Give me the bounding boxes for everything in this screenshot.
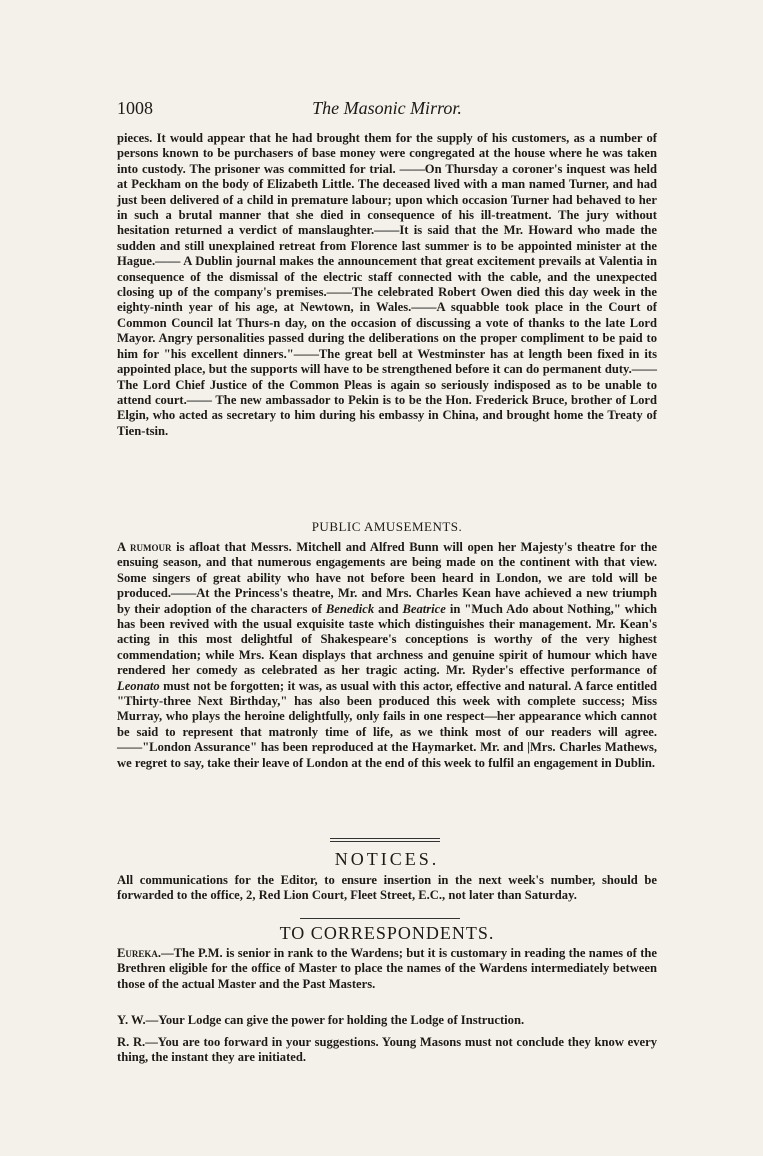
running-title: The Masonic Mirror. xyxy=(312,98,462,118)
section-divider xyxy=(330,838,440,842)
correspondent-reply: —You are too forward in your suggestions. Young Masons must not conclude they know every thing, the instant they are initiated. xyxy=(117,1035,657,1065)
news-paragraph: pieces. It would appear that he had brought them for the supply of his customers, as a number of persons known to be purchasers of base money were congregated at the house where he was taken into custody. The prisoner was committed for trial. ——On Thursday a coroner's inquest was held at Peckham on the body of Elizabeth Little. The deceased lived with a man named Turner, and had just been delivered of a child in premature labour; upon which occasion Turner had behaved to her in such a brutal manner that she died in consequence of his ill-treatment. The jury without hesitation returned a verdict of manslaughter.——It is said that the Mr. Howard who made the sudden and still unexplained retreat from Florence last summer is to be appointed minister at the Hague.—— A Dublin journal makes the announcement that great excitement prevails at Valentia in consequence of the dismissal of the electric staff connected with the cable, and the unexpected closing up of the company's premises.——The celebrated Robert Owen died this day week in the eighty-ninth year of his age, at Newtown, in Wales.——A squabble took place in the Court of Common Council lat Thurs-n day, on the occasion of discussing a vote of thanks to the late Lord Mayor. Angry personalities passed during the deliberations on the proper compliment to be paid to him for "his excellent dinners."——The great bell at Westminster has at length been fixed in its appointed place, but the supports will have to be strengthened before it can do permanent duty.——The Lord Chief Justice of the Common Pleas is again so seriously indisposed as to be unable to attend court.—— The new ambassador to Pekin is to be the Hon. Frederick Bruce, brother of Lord Elgin, who acted as secretary to him during his embassy in China, and brought home the Treaty of Tien-tsin. xyxy=(117,131,657,438)
correspondent-name: R. R. xyxy=(117,1035,146,1049)
section-divider xyxy=(300,918,460,919)
amusements-text-1: is afloat that Messrs. Mitchell and Alfred Bunn will open her Majesty's theatre for the ensuing season, and that numerous engagements are being made on the continent with that view. Some singers of great ability who have not before been heard in London, we are told will be produced.——At the Princess's theatre, Mr. and Mrs. Charles Kean have achieved a new triumph by their adoption of the characters of xyxy=(117,540,658,616)
notices-heading: NOTICES. xyxy=(334,849,440,869)
correspondent-entry xyxy=(117,1013,657,1028)
correspondent-name: Eureka. xyxy=(117,946,162,960)
correspondent-name: Y. W. xyxy=(117,1013,146,1027)
notices-section xyxy=(117,873,657,904)
page-header xyxy=(117,98,657,124)
public-amusements-heading: PUBLIC AMUSEMENTS. xyxy=(311,519,463,534)
correspondent-reply: —The P.M. is senior in rank to the Wardens; but it is customary in reading the names of the Brethren eligible for the office of Master to place the names of the Wardens intermediately between those of the actual Master and the Past Masters. xyxy=(117,946,657,991)
correspondent-paragraph xyxy=(117,1035,657,1066)
news-column xyxy=(117,131,657,439)
correspondent-paragraph xyxy=(117,946,657,992)
page-number: 1008 xyxy=(117,98,153,118)
notices-paragraph: All communications for the Editor, to ensure insertion in the next week's number, should be forwarded to the office, 2, Red Lion Court, Fleet Street, E.C., not later than Saturday. xyxy=(117,873,657,903)
correspondents-heading: TO CORRESPONDENTS. xyxy=(279,923,495,943)
correspondent-paragraph xyxy=(117,1013,657,1028)
benedick-name: Benedick xyxy=(325,601,375,616)
amusements-lead: A rumour xyxy=(117,540,172,554)
amusements-paragraph xyxy=(117,540,657,771)
correspondent-entry xyxy=(117,946,657,992)
amusements-and: and xyxy=(374,601,403,616)
correspondent-reply: —Your Lodge can give the power for holding the Lodge of Instruction. xyxy=(145,1013,525,1027)
amusements-text-2: in "Much Ado about Nothing," which has been revived with the usual exquisite taste which distinguishes their management. Mr. Kean's acting in this most delightful of Shakespeare's conceptions is worthy of the very highest commendation; while Mrs. Kean displays that archness and genuine spirit of humour which have rendered her comedy as celebrated as her tragic acting. Mr. Ryder's effective performance of xyxy=(117,601,658,678)
beatrice-name: Beatrice xyxy=(402,601,446,616)
leonato-name: Leonato xyxy=(117,678,160,693)
amusements-text-3: must not be forgotten; it was, as usual with this actor, effective and natural. A farce entitled "Thirty-three Next Birthday," has also been produced this week with complete success; Miss Murray, who plays the heroine delightfully, only fails in one respect—her appearance which cannot be said to represent that matronly time of life, as we think most of our readers will agree.——"London Assurance" has been reproduced at the Haymarket. Mr. and |Mrs. Charles Mathews, we regret to say, take their leave of London at the end of this week to fulfil an engagement in Dublin. xyxy=(117,678,657,770)
correspondent-entry xyxy=(117,1035,657,1066)
public-amusements-section xyxy=(117,540,657,771)
